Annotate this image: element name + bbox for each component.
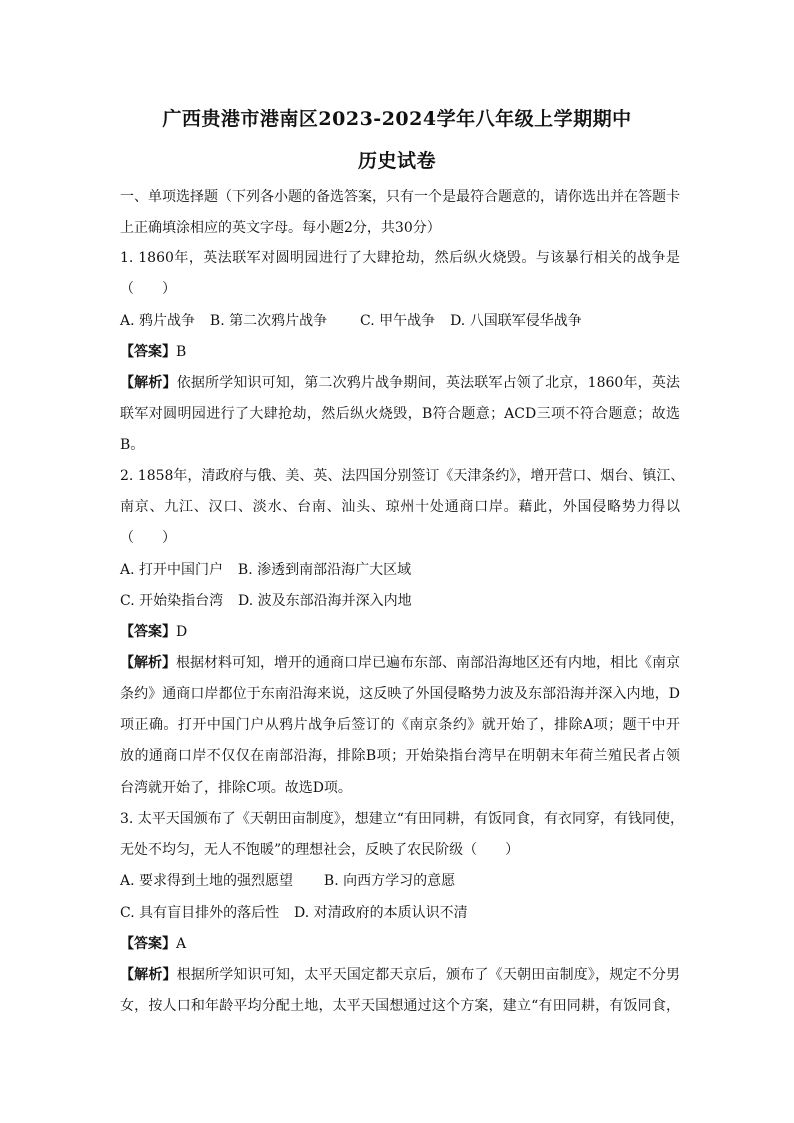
section-heading-line-1: 一、单项选择题（下列各小题的备选答案，只有一个是最符合题意的，请你选出并在答题卡 xyxy=(120,189,680,205)
q2-analysis-line-3: 项正确。打开中国门户从鸦片战争后签订的《南京条约》就开始了，排除A项；题干中开 xyxy=(120,717,680,733)
q2-option-b: B. 渗透到南部沿海广大区域 xyxy=(237,562,412,578)
q1-stem-line-1: 1. 1860年，英法联军对圆明园进行了大肆抢劫，然后纵火烧毁。与该暴行相关的战争是 xyxy=(120,250,680,266)
q2-analysis-line-4: 放的通商口岸不仅仅在南部沿海，排除B项；开始染指台湾早在明朝末年荷兰殖民者占领 xyxy=(120,748,680,764)
q3-options-row-2 xyxy=(120,903,680,923)
q3-options-row-1 xyxy=(120,871,680,891)
q2-option-c: C. 开始染指台湾 xyxy=(120,593,224,609)
answer-label: 【答案】 xyxy=(120,624,176,640)
q1-answer xyxy=(120,342,680,362)
analysis-label: 【解析】 xyxy=(120,655,176,671)
q2-stem-line-3: （ ） xyxy=(120,530,176,546)
q2-stem-line-2: 南京、九江、汉口、淡水、台南、汕头、琼州十处通商口岸。藉此，外国侵略势力得以 xyxy=(120,499,680,515)
answer-label: 【答案】 xyxy=(120,936,176,952)
q1-stem-line-2: （ ） xyxy=(120,281,176,297)
q3-option-d: D. 对清政府的本质认识不清 xyxy=(294,905,468,921)
q2-option-d: D. 波及东部沿海并深入内地 xyxy=(238,593,412,609)
q1-analysis-line-3: B。 xyxy=(120,437,145,453)
answer-label: 【答案】 xyxy=(120,344,176,360)
analysis-label: 【解析】 xyxy=(120,375,177,391)
q1-analysis-line-1: 【解析】依据所学知识可知，第二次鸦片战争期间，英法联军占领了北京，1860年，英法 xyxy=(120,375,680,391)
q3-option-b: B. 向西方学习的意愿 xyxy=(323,873,456,889)
q2-answer xyxy=(120,622,680,642)
analysis-label: 【解析】 xyxy=(120,967,177,983)
q3-answer-value: A xyxy=(176,936,187,952)
q3-answer xyxy=(120,934,680,954)
q1-option-d: D. 八国联军侵华战争 xyxy=(450,313,582,329)
exam-subject: 历史试卷 xyxy=(357,150,436,172)
exam-title: 广西贵港市港南区2023-2024学年八年级上学期期中 xyxy=(162,108,632,130)
q2-options-row-2 xyxy=(120,591,680,611)
q2-analysis-line-1: 【解析】根据材料可知，增开的通商口岸已遍布东部、南部沿海地区还有内地，相比《南京 xyxy=(120,655,680,671)
section-heading-line-2: 上正确填涂相应的英文字母。每小题2分，共30分） xyxy=(120,220,441,236)
q2-analysis-line-5: 台湾就开始了，排除C项。故选D项。 xyxy=(120,780,352,796)
q3-analysis-line-1: 【解析】根据所学知识可知，太平天国定都天京后，颁布了《天朝田亩制度》，规定不分男 xyxy=(120,967,680,983)
q1-option-c: C. 甲午战争 xyxy=(360,313,436,329)
q3-analysis-line-2: 女，按人口和年龄平均分配土地，太平天国想通过这个方案，建立“有田同耕，有饭同食， xyxy=(120,998,680,1014)
q2-stem-line-1: 2. 1858年，清政府与俄、美、英、法四国分别签订《天津条约》，增开营口、烟台、镇江、 xyxy=(120,468,685,484)
q3-option-a: A. 要求得到土地的强烈愿望 xyxy=(120,873,294,889)
q1-analysis-line-2: 联军对圆明园进行了大肆抢劫，然后纵火烧毁，B符合题意；ACD三项不符合题意；故选 xyxy=(120,406,680,422)
q1-option-a: A. 鸦片战争 xyxy=(120,313,196,329)
q1-option-b: B. 第二次鸦片战争 xyxy=(209,313,328,329)
q3-stem-line-1: 3. 太平天国颁布了《天朝田亩制度》，想建立“有田同耕，有饭同食，有衣同穿，有钱同使， xyxy=(120,811,684,827)
q1-options xyxy=(120,311,680,331)
q2-analysis-line-2: 条约》通商口岸都位于东南沿海来说，这反映了外国侵略势力波及东部沿海并深入内地，D xyxy=(120,686,680,702)
q3-stem-line-2: 无处不均匀，无人不饱暖”的理想社会，反映了农民阶级（ ） xyxy=(120,842,520,858)
q3-option-c: C. 具有盲目排外的落后性 xyxy=(120,905,280,921)
q2-option-a: A. 打开中国门户 xyxy=(120,562,224,578)
q2-answer-value: D xyxy=(176,624,188,640)
q2-options-row-1 xyxy=(120,560,680,580)
q1-answer-value: B xyxy=(176,344,187,360)
